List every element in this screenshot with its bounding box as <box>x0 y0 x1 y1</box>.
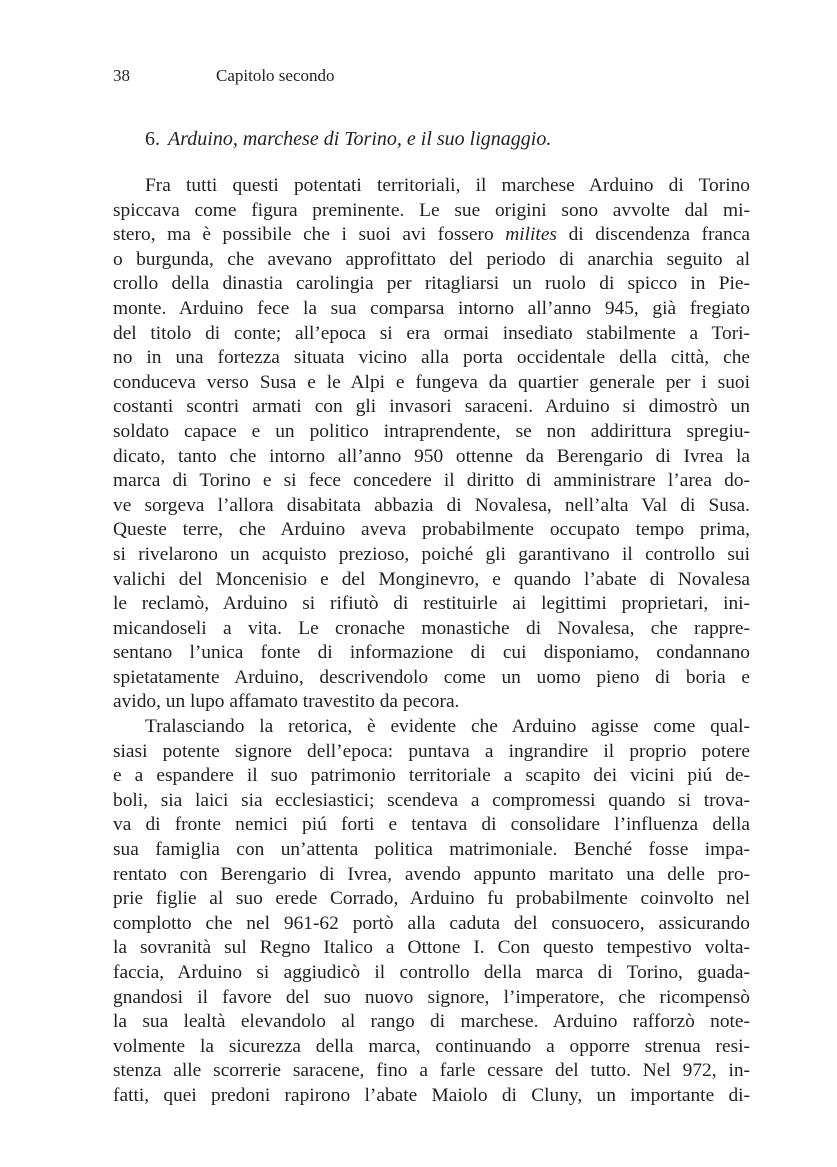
text-line: siasi potente signore dell’epoca: puntava a ingrandire il proprio potere <box>113 740 750 762</box>
text-line: le reclamò, Arduino si rifiutò di restituirle ai legittimi proprietari, ini- <box>113 593 750 615</box>
section-number: 6. <box>145 128 160 150</box>
text-line: crollo della dinastia carolingia per ritagliarsi un ruolo di spicco in Pie- <box>113 273 750 295</box>
text-line: costanti scontri armati con gli invasori saraceni. Arduino si dimostrò un <box>113 396 750 418</box>
text-line: si rivelarono un acquisto prezioso, poiché gli garantivano il controllo sui <box>113 543 750 565</box>
text-segment: stero, ma è possibile che i suoi avi fossero <box>113 224 494 246</box>
text-line: micandoseli a vita. Le cronache monastiche di Novalesa, che rappre- <box>113 617 750 639</box>
text-line: soldato capace e un politico intraprendente, se non addirittura spregiu- <box>113 420 750 442</box>
body-text <box>113 174 750 1109</box>
text-line <box>113 223 750 248</box>
text-line: rentato con Berengario di Ivrea, avendo appunto maritato una delle pro- <box>113 863 750 885</box>
text-line: del titolo di conte; all’epoca si era ormai insediato stabilmente a Tori- <box>113 322 750 344</box>
running-head <box>113 66 335 86</box>
italic-term: milites <box>505 224 557 246</box>
text-line: sentano l’unica fonte di informazione di cui disponiamo, condannano <box>113 642 750 664</box>
text-line: va di fronte nemici piú forti e tentava di consolidare l’influenza della <box>113 814 750 836</box>
text-line: o burgunda, che avevano approfittato del periodo di anarchia seguito al <box>113 248 750 270</box>
text-line: conduceva verso Susa e le Alpi e fungeva da quartier generale per i suoi <box>113 371 750 393</box>
text-line: spiccava come figura preminente. Le sue origini sono avvolte dal mi- <box>113 199 750 221</box>
text-line: monte. Arduino fece la sua comparsa intorno all’anno 945, già fregiato <box>113 297 750 319</box>
section-heading <box>145 127 551 151</box>
section-title: Arduino, marchese di Torino, e il suo lignaggio. <box>168 128 552 150</box>
text-line: complotto che nel 961-62 portò alla caduta del consuocero, assicurando <box>113 912 750 934</box>
text-line: avido, un lupo affamato travestito da pecora. <box>113 691 460 713</box>
text-line: dicato, tanto che intorno all’anno 950 ottenne da Berengario di Ivrea la <box>113 445 750 467</box>
text-line: prie figlie al suo erede Corrado, Arduino fu probabilmente coinvolto nel <box>113 888 750 910</box>
text-line: Tralasciando la retorica, è evidente che Arduino agisse come qual- <box>145 716 750 738</box>
text-line: sua famiglia con un’attenta politica matrimoniale. Benché fosse impa- <box>113 839 750 861</box>
text-line: la sua lealtà elevandolo al rango di marchese. Arduino rafforzò note- <box>113 1011 750 1033</box>
text-segment: di discendenza franca <box>568 224 750 246</box>
paragraph-1 <box>113 174 750 715</box>
paragraph-2 <box>113 715 750 1109</box>
chapter-title: Capitolo secondo <box>216 66 335 85</box>
page-number: 38 <box>113 66 130 85</box>
text-line: ve sorgeva l’allora disabitata abbazia di Novalesa, nell’alta Val di Susa. <box>113 494 750 516</box>
text-line: boli, sia laici sia ecclesiastici; scendeva a compromessi quando si trova- <box>113 789 750 811</box>
text-line: no in una fortezza situata vicino alla porta occidentale della città, che <box>113 347 750 369</box>
text-line: volmente la sicurezza della marca, continuando a opporre strenua resi- <box>113 1035 750 1057</box>
text-line: la sovranità sul Regno Italico a Ottone I. Con questo tempestivo volta- <box>113 937 750 959</box>
text-line: stenza alle scorrerie saracene, fino a farle cessare del tutto. Nel 972, in- <box>113 1060 750 1082</box>
text-line: marca di Torino e si fece concedere il diritto di amministrare l’area do- <box>113 470 750 492</box>
text-line: valichi del Moncenisio e del Monginevro, e quando l’abate di Novalesa <box>113 568 750 590</box>
text-line: Fra tutti questi potentati territoriali, il marchese Arduino di Torino <box>145 175 750 196</box>
text-line: faccia, Arduino si aggiudicò il controllo della marca di Torino, guada- <box>113 962 750 983</box>
text-line: fatti, quei predoni rapirono l’abate Maiolo di Cluny, un importante di- <box>113 1084 750 1106</box>
text-line: Queste terre, che Arduino aveva probabilmente occupato tempo prima, <box>113 519 750 541</box>
text-line: e a espandere il suo patrimonio territoriale a scapito dei vicini piú de- <box>113 765 750 787</box>
text-line: spietatamente Arduino, descrivendolo come un uomo pieno di boria e <box>113 666 750 688</box>
text-line: gnandosi il favore del suo nuovo signore, l’imperatore, che ricompensò <box>113 986 750 1008</box>
